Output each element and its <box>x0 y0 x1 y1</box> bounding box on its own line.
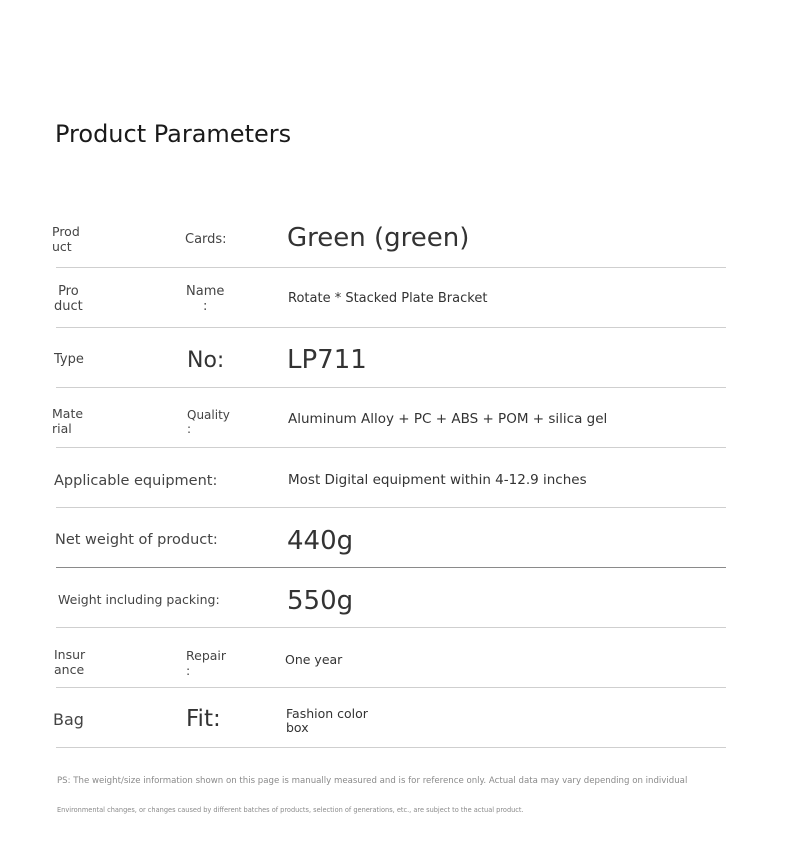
row-label-material-quality-part1: Mate rial <box>52 406 84 436</box>
row-label-product-cards-part2: Cards: <box>185 232 227 247</box>
row-value-material-quality: Aluminum Alloy + PC + ABS + POM + silica gel <box>288 411 608 427</box>
row-value-product-name: Rotate * Stacked Plate Bracket <box>288 291 488 306</box>
row-label-insurance-repair-part1: Insur ance <box>54 647 86 677</box>
page-title: Product Parameters <box>55 120 292 148</box>
disclaimer-note: PS: The weight/size information shown on this page is manually measured and is for reference only. Actual data may vary depending on individual <box>57 776 688 786</box>
row-divider <box>56 627 726 628</box>
row-value-type-no: LP711 <box>287 345 367 375</box>
row-label-bag-fit-part2: Fit: <box>186 706 221 732</box>
row-label-bag-fit-part1: Bag <box>53 710 84 729</box>
row-label-product-cards-part1: Prod uct <box>52 224 80 254</box>
row-label-product-name-part1: Pro duct <box>54 284 83 314</box>
row-value-bag-fit: Fashion color box <box>286 706 368 736</box>
row-label-type-no-part1: Type <box>54 352 84 367</box>
row-divider <box>56 567 726 568</box>
row-value-net-weight: 440g <box>287 526 354 556</box>
row-label-type-no-part2: No: <box>187 348 225 373</box>
row-value-insurance-repair: One year <box>285 652 343 667</box>
row-value-product-cards: Green (green) <box>287 223 470 253</box>
row-divider <box>56 747 726 748</box>
row-divider <box>56 267 726 268</box>
row-label-product-name-part2: Name : <box>186 284 225 314</box>
row-value-applicable-equipment: Most Digital equipment within 4-12.9 inches <box>288 472 587 488</box>
row-label-applicable-equipment: Applicable equipment: <box>54 473 218 489</box>
row-label-material-quality-part2: Quality : <box>187 408 230 437</box>
row-label-insurance-repair-part2: Repair : <box>186 648 227 678</box>
row-divider <box>56 447 726 448</box>
row-divider <box>56 387 726 388</box>
row-divider <box>56 327 726 328</box>
row-value-weight-including-packing: 550g <box>287 586 354 616</box>
disclaimer-note-continued: Environmental changes, or changes caused by different batches of products, selection of generations, etc., are subject to the actual product. <box>57 806 524 814</box>
row-label-weight-including-packing: Weight including packing: <box>58 592 220 607</box>
row-divider <box>56 687 726 688</box>
row-label-net-weight: Net weight of product: <box>55 532 218 548</box>
row-divider <box>56 507 726 508</box>
